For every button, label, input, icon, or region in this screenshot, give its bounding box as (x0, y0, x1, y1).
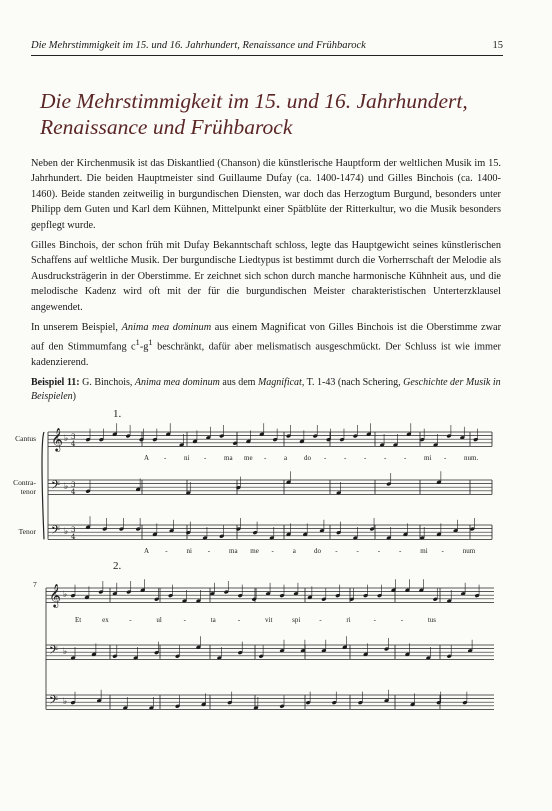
system-2-staff-3 (46, 695, 494, 709)
time-signature: 3 (71, 481, 76, 489)
lyric-cantus-s2: - (237, 616, 241, 624)
lyric-cantus-s2: - (400, 616, 404, 624)
system-2-number: 2. (113, 560, 122, 572)
p3-sup-1: 1 (135, 337, 140, 348)
lyric-cantus-s2: tus (427, 616, 437, 624)
lyric-cantus-s2: ex (102, 616, 109, 624)
caption-text-a: G. Binchois, (79, 377, 135, 388)
time-signature: 4 (71, 533, 76, 541)
lyric-cantus-s1: ma (224, 454, 233, 462)
time-signature: 3 (71, 526, 76, 534)
lyric-cantus-s1: mi (424, 454, 432, 462)
lyric-tenor-s1: do (314, 547, 321, 555)
lyric-tenor-s1: mi (420, 547, 428, 555)
lyric-cantus-s1: A (144, 454, 150, 462)
bass-clef-icon: 𝄢 (49, 694, 59, 710)
lyric-tenor-s1: - (356, 547, 359, 555)
lyric-tenor-s1: - (377, 547, 381, 555)
lyric-cantus-s2: ul (156, 616, 162, 624)
lyric-cantus-s2: - (373, 616, 376, 624)
notes (49, 423, 480, 710)
lyric-cantus-s1: - (344, 454, 347, 462)
p3-text-c: -g (139, 341, 149, 353)
caption-label: Beispiel 11: (31, 377, 80, 388)
system-1-bracket (42, 432, 44, 539)
lyric-tenor-s1: - (441, 547, 444, 555)
lyric-tenor-s1: ma (229, 547, 238, 555)
lyric-cantus-s1: a (284, 454, 288, 462)
p3-text-d: beschränkt, dafür aber melismatisch ausgeschmückt. Der Schluss ist wie immer kadenzierend. (31, 341, 501, 369)
lyric-tenor-s1: - (165, 547, 168, 555)
system-1-number: 1. (113, 408, 122, 420)
system-1-staff-3 (48, 525, 492, 539)
time-signature: 4 (71, 488, 76, 496)
paragraph-1: Neben der Kirchenmusik ist das Diskantlied (Chanson) die künstlerische Hauptform der weltlichen Musik im 15. Jahrhundert. Die beiden Hauptmeister sind Guillaume Dufay (ca. 1400-1474) und Gilles Binchois (ca. 1400-1460). Beide standen zeitweilig in burgundischen Diensten, war doch das Herzogtum Burgund, besonders unter Philipp dem Guten und Karl dem Kühnen, Mittelpunkt einer Spätblüte der Ritterkultur, wo die Musik besonders gepflegt wurde. (31, 158, 501, 231)
lyric-cantus-s1: - (164, 454, 167, 462)
caption-work: Anima mea dominum (134, 377, 220, 388)
p3-text-a: In unserem Beispiel, (31, 322, 122, 333)
lyric-tenor-s1: - (207, 547, 211, 555)
lyric-cantus-s1: - (324, 454, 327, 462)
voice-label-tenor: Tenor (18, 527, 36, 536)
caption-text-b: aus dem (219, 377, 258, 388)
time-signature: 3 (71, 433, 76, 441)
chapter-title-line-1: Die Mehrstimmigkeit im 15. und 16. Jahrhundert, (40, 89, 468, 113)
lyric-cantus-s1: - (364, 454, 367, 462)
lyric-tenor-s1: ni (186, 547, 192, 555)
lyric-cantus-s1: do (304, 454, 311, 462)
system-2-measure-number: 7 (33, 580, 37, 589)
bass-clef-icon: 𝄢 (51, 479, 61, 495)
p3-text-b: aus einem Magnificat von Gilles Binchois ist die Oberstimme zwar auf den Stimmumfang c (31, 322, 502, 353)
lyric-cantus-s2: spi (292, 616, 301, 624)
lyric-cantus-s1: - (384, 454, 387, 462)
page-number: 15 (492, 40, 503, 51)
lyric-cantus-s2: vit (265, 616, 273, 624)
lyric-cantus-s1: ni (184, 454, 190, 462)
caption-source: Magnificat (257, 377, 302, 388)
lyric-cantus-s2: Et (75, 616, 82, 624)
flat-icon: ♭ (64, 482, 69, 492)
lyric-tenor-s1: A (144, 547, 150, 555)
lyric-cantus-s2: ta (210, 616, 216, 624)
lyric-tenor-s1: me (250, 547, 259, 555)
lyric-cantus-s2: ri (346, 616, 351, 624)
flat-icon: ♭ (64, 434, 69, 444)
bass-clef-icon: 𝄢 (49, 644, 59, 660)
flat-icon: ♭ (64, 527, 69, 537)
flat-icon: ♭ (63, 697, 68, 707)
lyric-cantus-s2: - (183, 616, 186, 624)
bass-clef-icon: 𝄢 (51, 524, 61, 540)
lyric-cantus-s1: - (264, 454, 267, 462)
flat-icon: ♭ (63, 590, 68, 600)
lyric-cantus-s1: - (204, 454, 207, 462)
contratenor-line-2: tenor (20, 487, 36, 496)
lyric-tenor-s1: num (462, 547, 476, 555)
caption-text-d: ) (72, 391, 76, 402)
system-1-staff-2 (48, 480, 492, 494)
running-head-title: Die Mehrstimmigkeit im 15. und 16. Jahrhundert, Renaissance und Frühbarock (31, 40, 366, 51)
p3-sup-2: 1 (148, 337, 153, 348)
lyric-cantus-s1: me (244, 454, 253, 462)
contratenor-line-1: Contra- (13, 478, 36, 487)
paragraph-2: Gilles Binchois, der schon früh mit Dufay Bekanntschaft schloss, legte das Hauptgewicht seines künstlerischen Schaffens auf weltliche Musik. Der burgundische Liedtypus ist bestimmt durch die Vorherrschaft der Melodie als Ausdrucksträgerin in der Oberstimme. Er zeichnet sich schon durch manche harmonische Kühnheit aus, und die melodische Kadenz wird oft mit der für die burgundischen Meister charakteristischen Unterterzklausel angewendet. (31, 240, 501, 313)
caption-book: Geschichte der Musik in Beispielen (31, 377, 501, 402)
lyric-tenor-s1: - (271, 547, 274, 555)
time-signature: 4 (71, 440, 76, 448)
lyric-cantus-s1: - (404, 454, 407, 462)
lyric-tenor-s1: - (399, 547, 402, 555)
lyric-cantus-s2: - (319, 616, 322, 624)
treble-clef-icon: 𝄞 (49, 583, 61, 607)
flat-icon: ♭ (63, 647, 68, 657)
lyric-cantus-s2: - (129, 616, 132, 624)
chapter-title-line-2: Renaissance und Frühbarock (40, 115, 293, 139)
lyric-cantus-s1: - (444, 454, 447, 462)
staves (42, 432, 494, 709)
lyric-tenor-s1: - (335, 547, 338, 555)
p3-work-title: Anima mea dominum (121, 322, 212, 333)
lyric-tenor-s1: a (292, 547, 296, 555)
lyric-cantus-s1: num. (464, 454, 479, 462)
treble-clef-icon: 𝄞 (51, 427, 63, 451)
caption-text-c: , T. 1-43 (nach Schering, (301, 377, 404, 388)
voice-label-cantus: Cantus (15, 434, 36, 443)
